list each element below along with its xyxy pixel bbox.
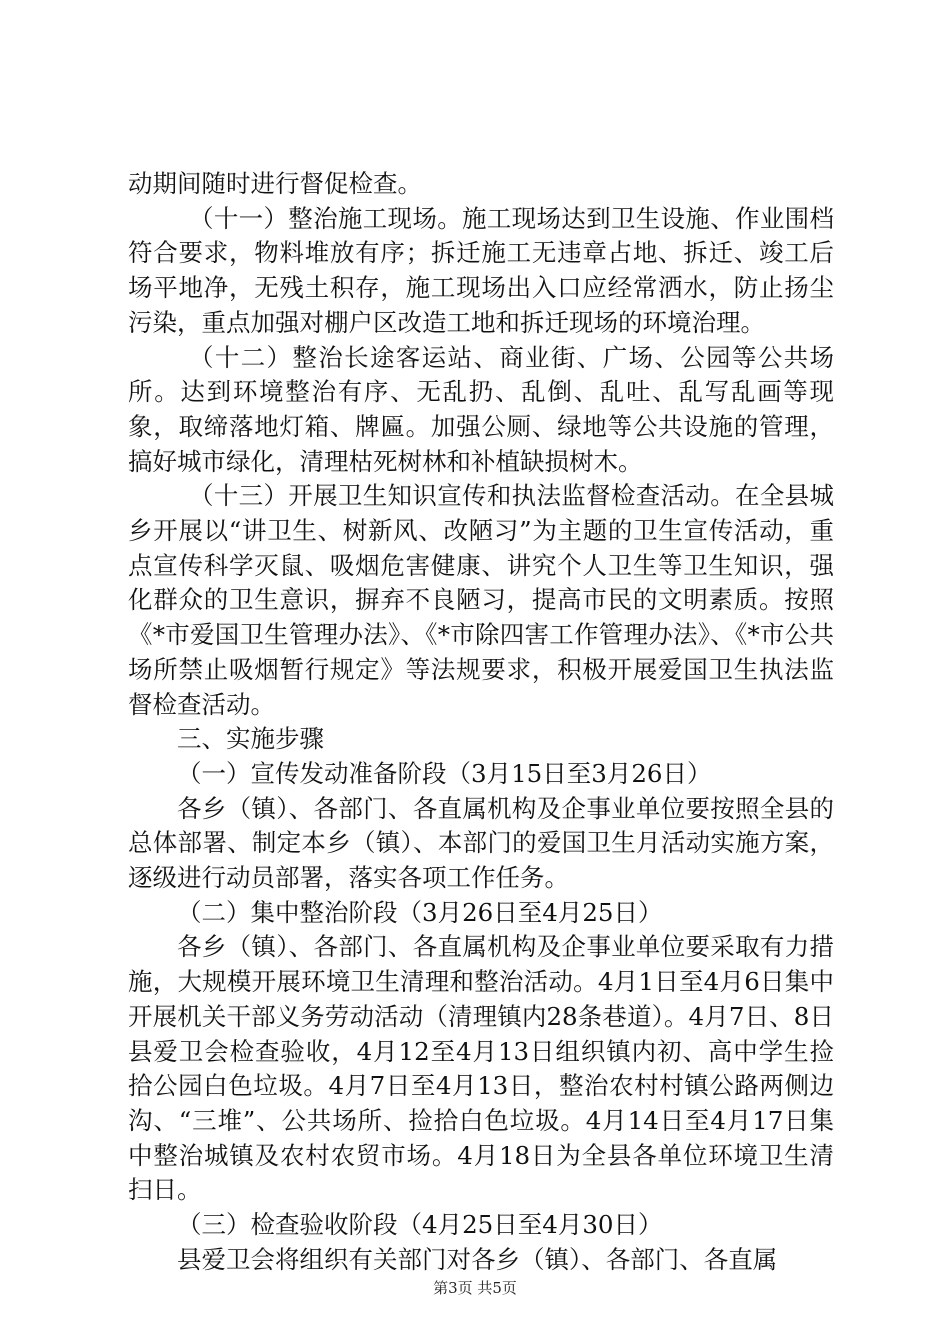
paragraph-item-13: （十三）开展卫生知识宣传和执法监督检查活动。在全县城乡开展以“讲卫生、树新风、改陋习”为主题的卫生宣传活动，重点宣传科学灭鼠、吸烟危害健康、讲究个人卫生等卫生知识，强化群众的卫生意识，摒弃不良陋习，提高市民的文明素质。按照《*市爱国卫生管理办法》、《*市除四害工作管理办法》、《*市公共场所禁止吸烟暂行规定》等法规要求，积极开展爱国卫生执法监督检查活动。 [128, 481, 834, 719]
subheading-stage-1: （一）宣传发动准备阶段（3月15日至3月26日） [177, 758, 712, 788]
paragraph-item-11: （十一）整治施工现场。施工现场达到卫生设施、作业围档符合要求，物料堆放有序；拆迁施工无违章占地、拆迁、竣工后场平地净，无残土积存，施工现场出入口应经常洒水，防止扬尘污染，重点加强对棚户区改造工地和拆迁现场的环境治理。 [128, 203, 834, 337]
body-text [128, 167, 834, 1278]
section-heading-implementation-steps: 三、实施步骤 [177, 724, 324, 754]
paragraph-continuation: 动期间随时进行督促检查。 [128, 169, 422, 198]
paragraph-stage-1: 各乡（镇）、各部门、各直属机构及企事业单位要按照全县的总体部署、制定本乡（镇）、本部门的爱国卫生月活动实施方案，逐级进行动员部署，落实各项工作任务。 [128, 793, 834, 893]
page-number-footer: 第3页 共5页 [433, 1279, 517, 1297]
subheading-stage-3: （三）检查验收阶段（4月25日至4月30日） [177, 1210, 663, 1240]
paragraph-stage-3: 县爱卫会将组织有关部门对各乡（镇）、各部门、各直属 [177, 1244, 778, 1274]
paragraph-stage-2: 各乡（镇）、各部门、各直属机构及企事业单位要采取有力措施，大规模开展环境卫生清理和整治活动。4月1日至4月6日集中开展机关干部义务劳动活动（清理镇内28条巷道）。4月7日、8日县爱卫会检查验收，4月12至4月13日组织镇内初、高中学生捡拾公园白色垃圾。4月7日至4月13日，整治农村村镇公路两侧边沟、“三堆”、公共场所、捡拾白色垃圾。4月14日至4月17日集中整治城镇及农村农贸市场。4月18日为全县各单位环境卫生清扫日。 [128, 932, 834, 1205]
subheading-stage-2: （二）集中整治阶段（3月26日至4月25日） [177, 897, 663, 927]
paragraph-item-12: （十二）整治长途客运站、商业街、广场、公园等公共场所。达到环境整治有序、无乱扔、乱倒、乱吐、乱写乱画等现象，取缔落地灯箱、牌匾。加强公厕、绿地等公共设施的管理，搞好城市绿化，清理枯死树林和补植缺损树木。 [128, 342, 834, 476]
